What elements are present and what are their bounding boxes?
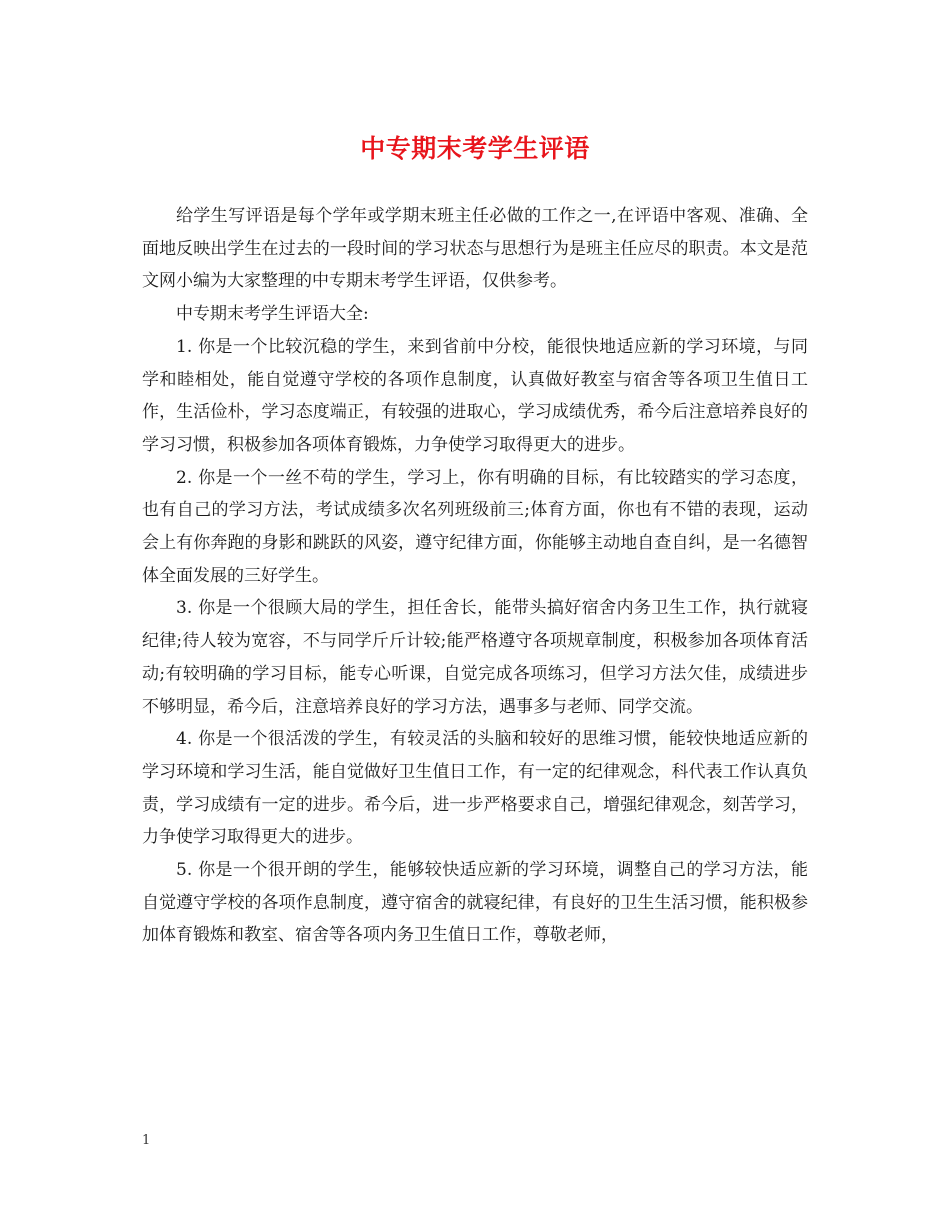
document-title: 中专期末考学生评语 [360,134,590,163]
document-body [142,200,808,952]
comment-item-3: 3. 你是一个很顾大局的学生，担任舍长，能带头搞好宿舍内务卫生工作，执行就寝纪律;待人较为宽容，不与同学斤斤计较;能严格遵守各项规章制度，积极参加各项体育活动;有较明确的学习目标，能专心听课，自觉完成各项练习，但学习方法欠佳，成绩进步不够明显，希今后，注意培养良好的学习方法，遇事多与老师、同学交流。 [142,598,808,717]
comment-item-4: 4. 你是一个很活泼的学生，有较灵活的头脑和较好的思维习惯，能较快地适应新的学习环境和学习生活，能自觉做好卫生值日工作，有一定的纪律观念，科代表工作认真负责，学习成绩有一定的进步。希今后，进一步严格要求自己，增强纪律观念，刻苦学习，力争使学习取得更大的进步。 [142,729,808,848]
comment-item-2: 2. 你是一个一丝不苟的学生，学习上，你有明确的目标，有比较踏实的学习态度，也有自己的学习方法，考试成绩多次名列班级前三;体育方面，你也有不错的表现，运动会上有你奔跑的身影和跳跃的风姿，遵守纪律方面，你能够主动地自查自纠，是一名德智体全面发展的三好学生。 [142,467,808,586]
section-heading: 中专期末考学生评语大全: [176,304,369,325]
page-number: 1 [142,1133,151,1148]
intro-paragraph: 给学生写评语是每个学年或学期末班主任必做的工作之一,在评语中客观、准确、全面地反映出学生在过去的一段时间的学习状态与思想行为是班主任应尽的职责。本文是范文网小编为大家整理的中专期末考学生评语，仅供参考。 [142,206,808,292]
comment-item-5: 5. 你是一个很开朗的学生，能够较快适应新的学习环境，调整自己的学习方法，能自觉遵守学校的各项作息制度，遵守宿舍的就寝纪律，有良好的卫生生活习惯，能积极参加体育锻炼和教室、宿舍等各项内务卫生值日工作，尊敬老师， [142,860,808,946]
comment-item-1: 1. 你是一个比较沉稳的学生，来到省前中分校，能很快地适应新的学习环境，与同学和睦相处，能自觉遵守学校的各项作息制度，认真做好教室与宿舍等各项卫生值日工作，生活俭朴，学习态度端正，有较强的进取心，学习成绩优秀，希今后注意培养良好的学习习惯，积极参加各项体育锻炼，力争使学习取得更大的进步。 [142,336,808,455]
